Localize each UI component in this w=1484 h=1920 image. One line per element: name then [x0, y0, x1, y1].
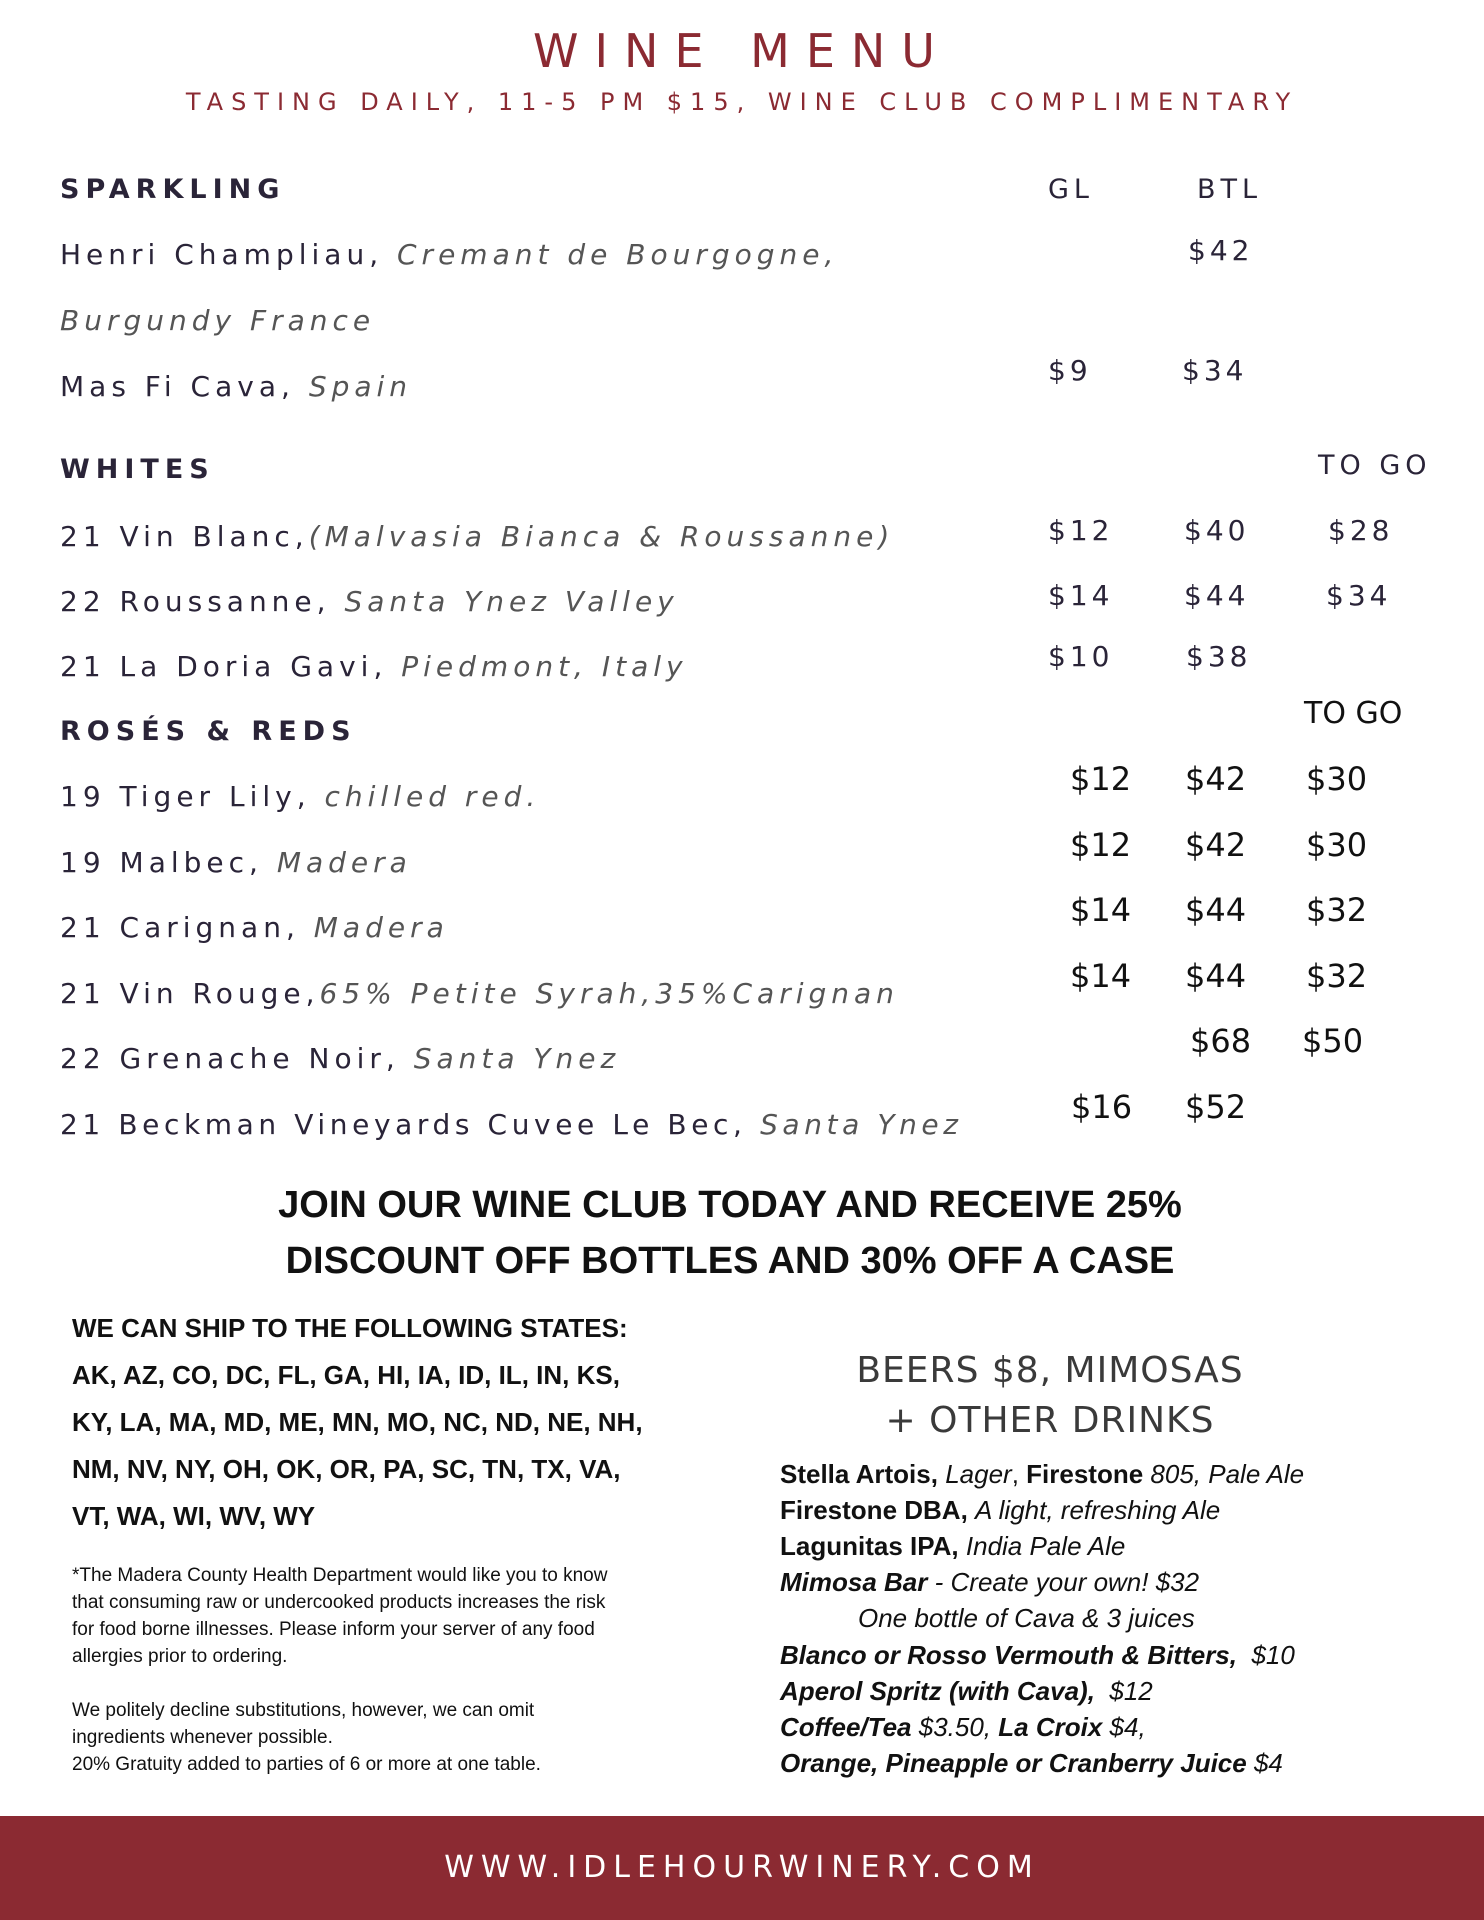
wine-name: 19 Malbec	[60, 846, 250, 879]
shipping-states-line: VT, WA, WI, WV, WY	[72, 1501, 316, 1531]
drink-item	[780, 1495, 1220, 1526]
wine-item	[60, 780, 540, 813]
wine-separator: ,	[733, 1108, 761, 1141]
menu-title: WINE MENU	[533, 24, 951, 78]
drink-item: Stella Artois, Lager, Firestone 805, Pale Ale	[780, 1459, 1305, 1489]
footer-bar	[0, 1816, 1484, 1920]
price-gl: $12	[1070, 760, 1132, 798]
wine-name: 21 Vin Rouge	[60, 977, 306, 1010]
policy-notice	[72, 1697, 541, 1778]
health-notice-line: *The Madera County Health Department would like you to know	[72, 1565, 608, 1586]
drink-description: India Pale Ale	[965, 1531, 1126, 1561]
wine-description: Spain	[308, 370, 413, 403]
drink-item	[780, 1640, 1295, 1671]
policy-notice-line: ingredients whenever possible.	[72, 1727, 333, 1748]
health-notice-line: allergies prior to ordering.	[72, 1646, 288, 1667]
wine-description: Burgundy France	[60, 304, 376, 337]
website-link[interactable]: WWW.IDLEHOURWINERY.COM	[444, 1850, 1040, 1885]
wine-club-promo-line1: JOIN OUR WINE CLUB TODAY AND RECEIVE 25%	[278, 1184, 1182, 1226]
wine-separator: ,	[285, 911, 314, 944]
drink-description: - Create your own! $32	[934, 1567, 1200, 1597]
price-gl: $12	[1070, 826, 1132, 864]
section-heading-reds: ROSÉS & REDS	[60, 716, 357, 747]
wine-name: 21 Carignan	[60, 911, 286, 944]
menu-subtitle: TASTING DAILY, 11-5 PM $15, WINE CLUB COMPLIMENTARY	[185, 88, 1299, 116]
price-gl: $12	[1048, 514, 1114, 547]
section-heading-whites: WHITES	[60, 454, 215, 485]
drink-name: Coffee/Tea	[780, 1712, 912, 1742]
wine-separator: ,	[249, 846, 277, 879]
wine-name: 22 Grenache Noir	[60, 1042, 386, 1075]
shipping-states-line: KY, LA, MA, MD, ME, MN, MO, NC, ND, NE, NH,	[72, 1407, 643, 1437]
health-notice	[72, 1562, 607, 1670]
drink-description: One bottle of Cava & 3 juices	[858, 1603, 1195, 1633]
price-btl: $38	[1186, 640, 1252, 673]
wine-item	[60, 1042, 620, 1075]
price-togo: $32	[1306, 891, 1368, 929]
wine-item	[60, 520, 894, 553]
price-gl: $9	[1048, 354, 1092, 387]
drink-name: Lagunitas IPA,	[780, 1531, 959, 1561]
drink-name: Blanco or Rosso Vermouth & Bitters,	[780, 1640, 1237, 1670]
wine-separator: ,	[369, 238, 397, 271]
shipping-states-line: NM, NV, NY, OH, OK, OR, PA, SC, TN, TX, VA,	[72, 1454, 621, 1484]
health-notice-line: for food borne illnesses. Please inform your server of any food	[72, 1619, 595, 1640]
wine-item	[60, 238, 838, 271]
drink-name: Mimosa Bar	[780, 1567, 928, 1597]
wine-item	[60, 585, 679, 618]
column-header-togo: TO GO	[1304, 696, 1403, 731]
price-gl: $14	[1070, 957, 1132, 995]
beers-heading: + OTHER DRINKS	[885, 1400, 1215, 1441]
drink-item	[780, 1748, 1283, 1779]
drink-description: 805, Pale Ale	[1150, 1459, 1305, 1489]
drink-description: A light, refreshing Ale	[975, 1495, 1221, 1525]
wine-description: Piedmont, Italy	[401, 650, 688, 683]
price-togo: $32	[1306, 957, 1368, 995]
section-heading-sparkling: SPARKLING	[60, 174, 286, 205]
wine-name: 21 Vin Blanc	[60, 520, 295, 553]
drink-name: Aperol Spritz (with Cava),	[780, 1676, 1095, 1706]
price-btl: $40	[1184, 514, 1250, 547]
drink-item	[780, 1712, 1146, 1743]
price-gl: $10	[1048, 640, 1114, 673]
price-gl: $16	[1071, 1088, 1133, 1126]
drink-price: $4	[1253, 1748, 1283, 1778]
price-togo: $34	[1326, 579, 1392, 612]
wine-separator: ,	[385, 1042, 414, 1075]
wine-separator: ,	[296, 780, 325, 813]
drink-price: $12	[1109, 1676, 1153, 1706]
price-btl: $44	[1185, 957, 1247, 995]
drink-name: Firestone DBA,	[780, 1495, 968, 1525]
drink-name: La Croix	[998, 1712, 1103, 1742]
price-btl: $44	[1185, 891, 1247, 929]
wine-name: 22 Roussanne	[60, 585, 317, 618]
wine-separator: ,	[373, 650, 402, 683]
drink-item	[780, 1676, 1153, 1707]
wine-club-promo-line2: DISCOUNT OFF BOTTLES AND 30% OFF A CASE	[285, 1240, 1175, 1282]
wine-separator: ,	[281, 370, 309, 403]
price-btl: $34	[1182, 354, 1248, 387]
wine-item	[60, 846, 412, 879]
wine-item	[60, 977, 899, 1010]
wine-separator: ,	[305, 977, 320, 1010]
wine-description: Madera	[276, 846, 412, 879]
wine-separator: ,	[316, 585, 345, 618]
drink-price: $3.50,	[918, 1712, 992, 1742]
price-btl: $42	[1185, 760, 1247, 798]
shipping-states-line: AK, AZ, CO, DC, FL, GA, HI, IA, ID, IL, IN, KS,	[72, 1360, 620, 1390]
wine-item	[60, 1108, 963, 1141]
wine-item	[60, 304, 375, 337]
drink-name: Stella Artois,	[780, 1459, 938, 1489]
drink-name: Firestone	[1026, 1459, 1144, 1489]
price-togo: $30	[1306, 760, 1368, 798]
column-header-btl: BTL	[1197, 174, 1263, 205]
price-btl: $42	[1188, 234, 1254, 267]
drink-name: Orange, Pineapple or Cranberry Juice	[780, 1748, 1247, 1778]
wine-name: Mas Fi Cava	[60, 370, 281, 403]
wine-description: Cremant de Bourgogne,	[397, 238, 839, 271]
price-btl: $42	[1185, 826, 1247, 864]
health-notice-line: that consuming raw or undercooked products increases the risk	[72, 1592, 606, 1613]
wine-description: (Malvasia Bianca & Roussanne)	[308, 520, 895, 553]
drink-item	[780, 1567, 1199, 1598]
price-gl: $14	[1048, 579, 1114, 612]
wine-name: 21 Beckman Vineyards Cuvee Le Bec	[60, 1108, 734, 1141]
price-togo: $50	[1302, 1022, 1364, 1060]
wine-description: chilled red.	[324, 780, 541, 813]
wine-description: 65% Petite Syrah,35%Carignan	[319, 977, 899, 1010]
policy-notice-line: 20% Gratuity added to parties of 6 or more at one table.	[72, 1754, 541, 1775]
wine-item	[60, 650, 688, 683]
wine-name: Henri Champliau	[60, 238, 370, 271]
price-gl: $14	[1070, 891, 1132, 929]
shipping-heading: WE CAN SHIP TO THE FOLLOWING STATES:	[72, 1313, 628, 1343]
wine-description: Santa Ynez	[760, 1108, 963, 1141]
wine-item	[60, 370, 412, 403]
drink-price: $4,	[1109, 1712, 1146, 1742]
wine-description: Madera	[313, 911, 449, 944]
wine-separator: ,	[294, 520, 309, 553]
policy-notice-line: We politely decline substitutions, however, we can omit	[72, 1700, 535, 1721]
drink-description: Lager	[945, 1459, 1012, 1489]
price-btl: $52	[1185, 1088, 1247, 1126]
wine-item	[60, 911, 449, 944]
drink-price: $10	[1251, 1640, 1295, 1670]
wine-name: 19 Tiger Lily	[60, 780, 297, 813]
column-header-togo: TO GO	[1318, 450, 1432, 481]
price-togo: $30	[1306, 826, 1368, 864]
column-header-gl: GL	[1048, 174, 1094, 205]
price-btl: $44	[1184, 579, 1250, 612]
wine-description: Santa Ynez	[413, 1042, 621, 1075]
drink-item	[780, 1531, 1125, 1562]
wine-name: 21 La Doria Gavi	[60, 650, 374, 683]
beers-heading: BEERS $8, MIMOSAS	[856, 1350, 1244, 1391]
wine-description: Santa Ynez Valley	[344, 585, 679, 618]
price-btl: $68	[1190, 1022, 1252, 1060]
price-togo: $28	[1328, 514, 1394, 547]
drink-item	[858, 1603, 1195, 1634]
